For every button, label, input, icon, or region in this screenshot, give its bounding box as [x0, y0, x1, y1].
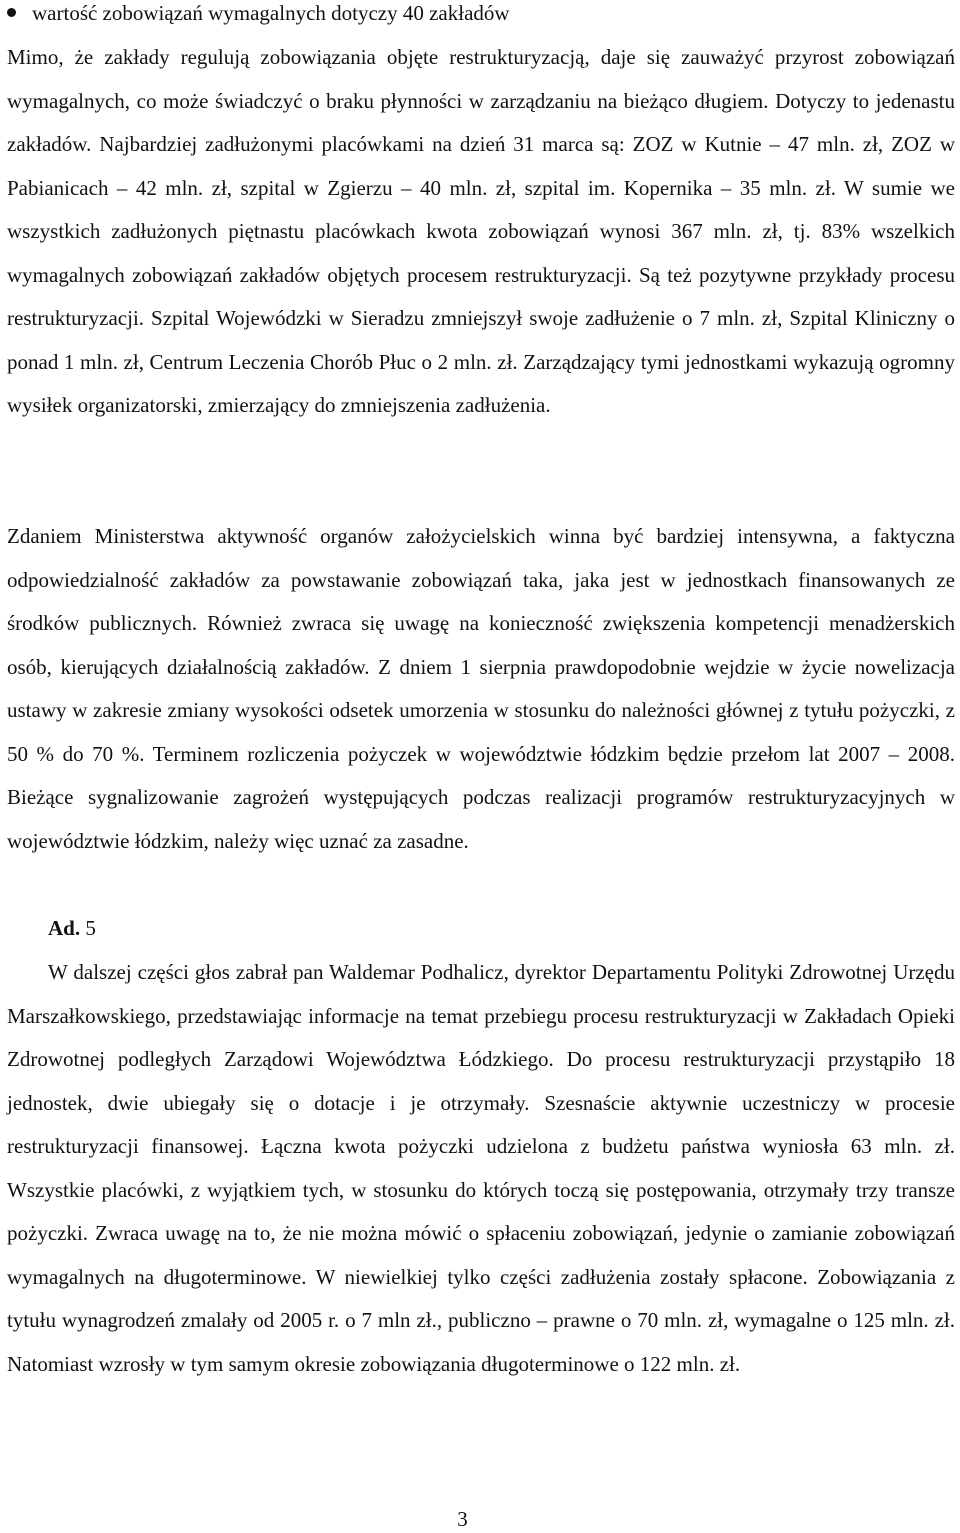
section-heading-label: Ad. [48, 916, 81, 940]
section-heading [48, 907, 96, 951]
page-number: 3 [457, 1507, 468, 1531]
bullet-list-item [7, 0, 955, 36]
paragraph-restructuring-report: W dalszej części głos zabrał pan Waldemar Podhalicz, dyrektor Departamentu Polityki Zdrowotnej Urzędu Marszałkowskiego, przedstawiając informacje na temat przebiegu procesu restrukturyzacji w Zakładach Opieki Zdrowotnej podległych Zarządowi Województwa Łódzkiego. Do procesu restrukturyzacji przystąpiło 18 jednostek, dwie ubiegały się o dotacje i je otrzymały. Szesnaście aktywnie uczestniczy w procesie restrukturyzacji finansowej. Łączna kwota pożyczki udzielona z budżetu państwa wyniosła 63 mln. zł. Wszystkie placówki, z wyjątkiem tych, w stosunku do których toczą się postępowania, otrzymały trzy transze pożyczki. Zwraca uwagę na to, że nie można mówić o spłaceniu zobowiązań, jedynie o zamianie zobowiązań wymagalnych na długoterminowe. W niewielkiej tylko części zadłużenia zostały spłacone. Zobowiązania z tytułu wynagrodzeń zmalały od 2005 r. o 7 mln zł., publiczno – prawne o 70 mln. zł, wymagalne o 125 mln. zł. Natomiast wzrosły w tym samym okresie zobowiązania długoterminowe o 122 mln. zł. [7, 960, 955, 1376]
bullet-item-text: wartość zobowiązań wymagalnych dotyczy 40 zakładów [32, 1, 510, 25]
bullet-dot-icon [7, 8, 16, 17]
paragraph-ministry-opinion: Zdaniem Ministerstwa aktywność organów założycielskich winna być bardziej intensywna, a faktyczna odpowiedzialność zakładów za powstawanie zobowiązań taka, jaka jest w jednostkach finansowanych ze środków publicznych. Również zwraca się uwagę na konieczność zwiększenia kompetencji menadżerskich osób, kierujących działalnością zakładów. Z dniem 1 sierpnia prawdopodobnie wejdzie w życie nowelizacja ustawy w zakresie zmiany wysokości odsetek umorzenia w stosunku do należności głównej z tytułu pożyczki, z 50 % do 70 %. Terminem rozliczenia pożyczek w województwie łódzkim będzie przełom lat 2007 – 2008. Bieżące sygnalizowanie zagrożeń występujących podczas realizacji programów restrukturyzacyjnych w województwie łódzkim, należy więc uznać za zasadne. [7, 524, 955, 853]
paragraph-debt-summary: Mimo, że zakłady regulują zobowiązania objęte restrukturyzacją, daje się zauważyć przyrost zobowiązań wymagalnych, co może świadczyć o braku płynności w zarządzaniu na bieżąco długiem. Dotyczy to jedenastu zakładów. Najbardziej zadłużonymi placówkami na dzień 31 marca są: ZOZ w Kutnie – 47 mln. zł, ZOZ w Pabianicach – 42 mln. zł, szpital w Zgierzu – 40 mln. zł, szpital im. Kopernika – 35 mln. zł. W sumie we wszystkich zadłużonych piętnastu placówkach kwota zobowiązań wynosi 367 mln. zł, tj. 83% wszelkich wymagalnych zobowiązań zakładów objętych procesem restrukturyzacji. Są też pozytywne przykłady procesu restrukturyzacji. Szpital Wojewódzki w Sieradzu zmniejszył swoje zadłużenie o 7 mln. zł, Szpital Kliniczny o ponad 1 mln. zł, Centrum Leczenia Chorób Płuc o 2 mln. zł. Zarządzający tymi jednostkami wykazują ogromny wysiłek organizatorski, zmierzający do zmniejszenia zadłużenia. [7, 45, 955, 417]
section-heading-number: 5 [85, 916, 96, 940]
